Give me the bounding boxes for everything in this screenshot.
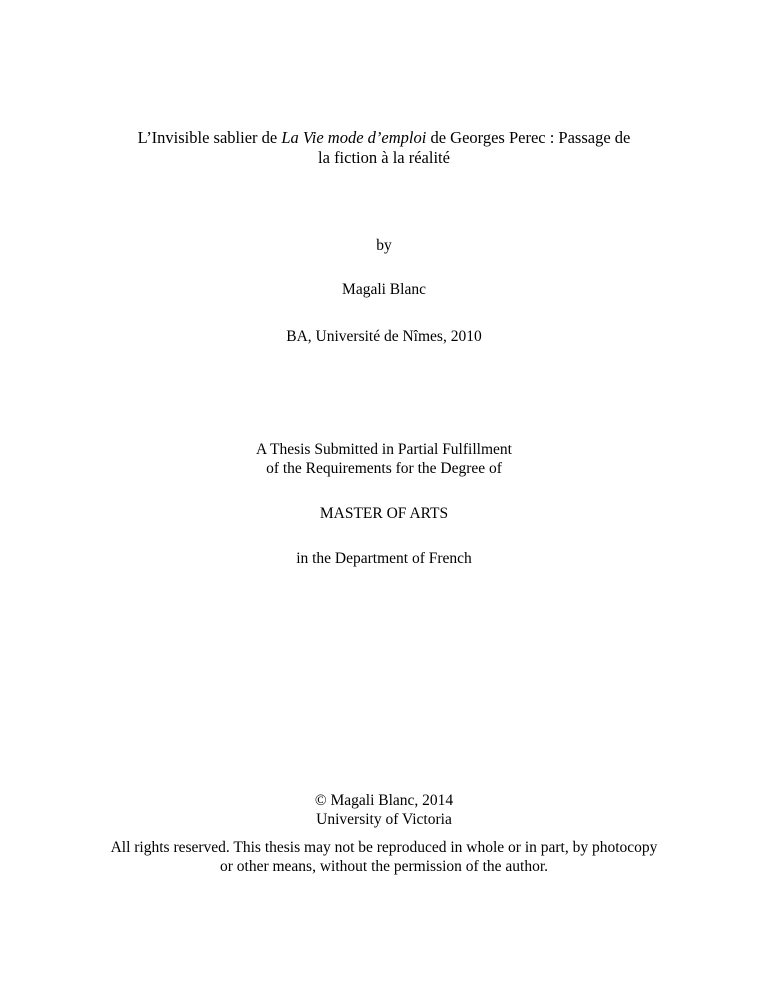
prior-degree: BA, Université de Nîmes, 2010 xyxy=(286,328,482,345)
submission-statement xyxy=(0,440,768,478)
author-name: Magali Blanc xyxy=(342,281,426,298)
rights-line-1: All rights reserved. This thesis may not be reproduced in whole or in part, by photocopy xyxy=(110,839,658,856)
title-book-name: La Vie mode d’emploi xyxy=(281,128,427,147)
copyright-line: © Magali Blanc, 2014 xyxy=(314,792,454,809)
degree-name: MASTER OF ARTS xyxy=(319,505,449,522)
thesis-title-line-1 xyxy=(0,128,768,148)
copyright-notice xyxy=(0,791,768,829)
thesis-title-line-2: la fiction à la réalité xyxy=(318,148,450,167)
submission-line-2: of the Requirements for the Degree of xyxy=(266,460,502,477)
rights-statement xyxy=(0,838,768,876)
thesis-title xyxy=(0,128,768,168)
university-name: University of Victoria xyxy=(316,811,452,828)
title-suffix: de Georges Perec : Passage de xyxy=(426,128,631,147)
title-prefix: L’Invisible sablier de xyxy=(137,128,282,147)
rights-line-2: or other means, without the permission of the author. xyxy=(219,858,549,875)
by-label: by xyxy=(376,237,392,254)
department: in the Department of French xyxy=(296,550,472,567)
submission-line-1: A Thesis Submitted in Partial Fulfillment xyxy=(256,441,512,458)
